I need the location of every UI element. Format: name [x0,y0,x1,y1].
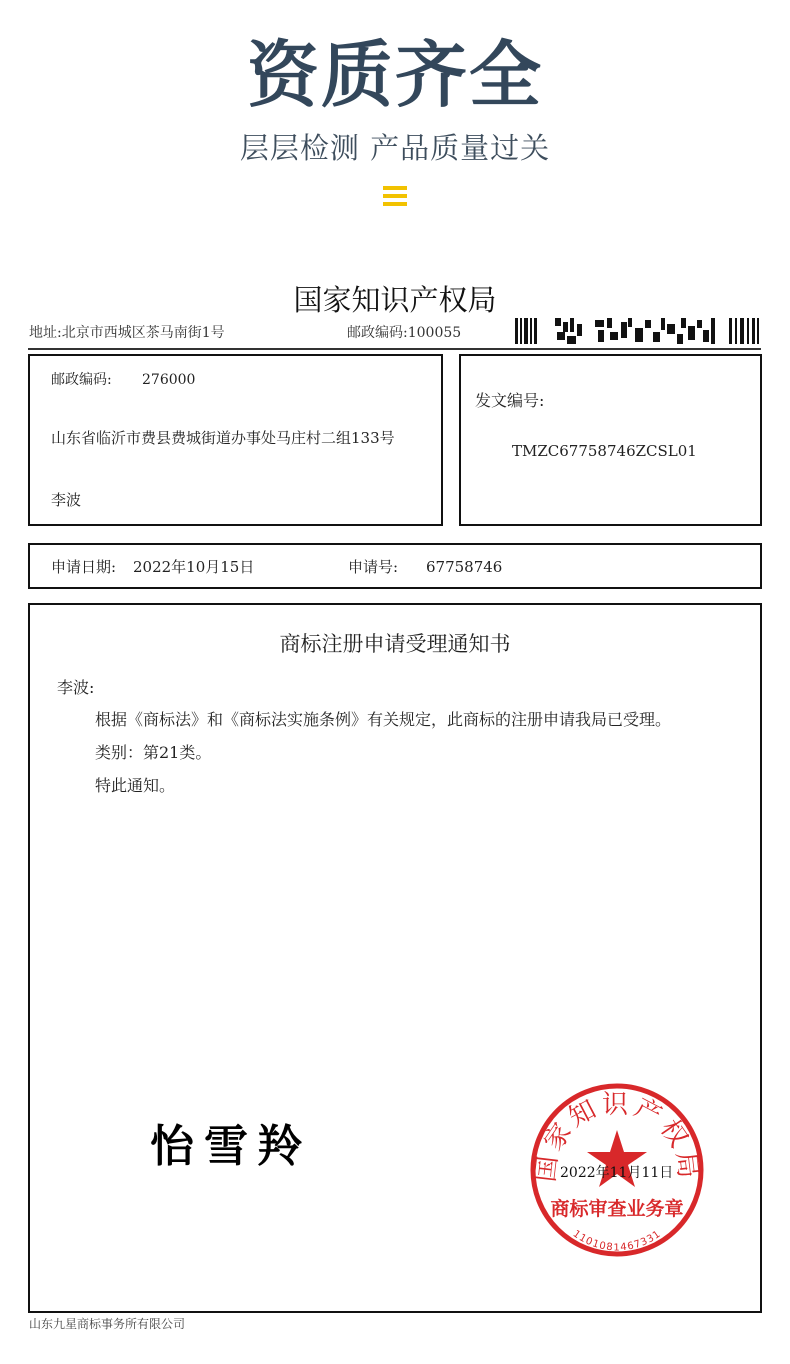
notice-category: 类别：第21类。 [95,743,212,762]
office-address: 地址:北京市西城区茶马南街1号 [29,325,225,341]
issuing-office: 国家知识产权局 [293,283,497,317]
barcode-icon [515,318,760,344]
seal-top-text: 国家知识产权局 [530,1090,704,1184]
apply-number-label: 申请号: [348,558,399,576]
page-title: 资质齐全 [246,33,543,117]
notice-title: 商标注册申请受理通知书 [279,632,511,656]
footer-company: 山东九星商标事务所有限公司 [29,1317,186,1331]
page-subtitle: 层层检测 产品质量过关 [239,131,551,165]
apply-number: 67758746 [426,558,503,576]
doc-number-label: 发文编号: [475,391,545,410]
doc-number: TMZC67758746ZCSL01 [512,442,697,460]
doc-number-box [459,354,762,526]
recipient-address: 山东省临沂市费县费城街道办事处马庄村二组133号 [51,429,395,447]
notice-closing: 特此通知。 [95,776,176,795]
issue-date: 2022年11月11日 [560,1165,674,1181]
apply-date: 2022年10月15日 [133,558,255,576]
recipient-postcode: 276000 [142,372,196,388]
notice-salutation: 李波: [57,678,95,697]
menu-icon [383,186,407,208]
signature: 怡雪羚 [150,1121,312,1172]
header-rule [28,348,761,350]
office-postcode: 邮政编码:100055 [347,325,462,341]
recipient-name: 李波 [51,491,82,509]
notice-body: 根据《商标法》和《商标法实施条例》有关规定，此商标的注册申请我局已受理。 [95,710,672,729]
recipient-postcode-label: 邮政编码: [51,372,112,388]
apply-date-label: 申请日期: [51,558,117,576]
seal-bottom-text: 商标审查业务章 [550,1198,684,1220]
seal-number: 1101081467331 [570,1228,664,1254]
